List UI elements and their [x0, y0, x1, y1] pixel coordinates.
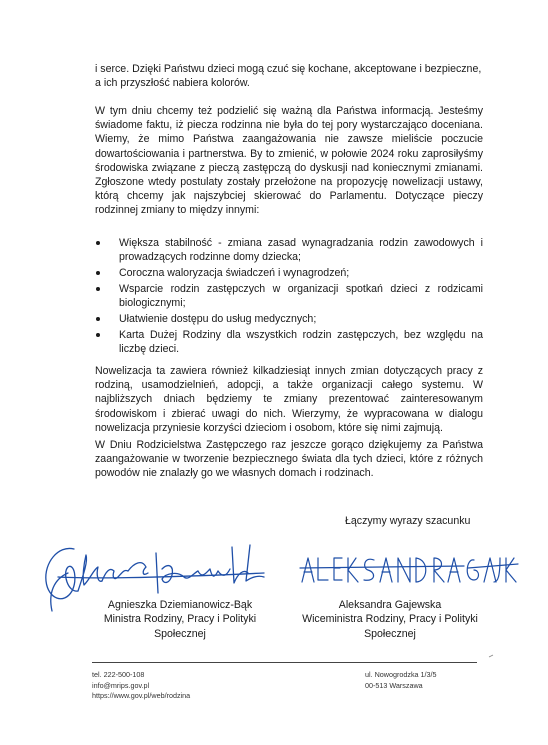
- footer-website[interactable]: https://www.gov.pl/web/rodzina: [92, 691, 191, 701]
- signer-2-title-line1: Wiceministra Rodziny, Pracy i Polityki: [302, 613, 478, 626]
- footer-phone: tel. 222-500-108: [92, 670, 145, 679]
- paragraph-amendment: Nowelizacja ta zawiera również kilkadziesiąt innych zmian dotyczących pracy z rodziną, usamodzielnień, adopcji, a także organizacji całego systemu. W najbliższych dniach będziemy te zmiany prezentować zainteresowanym środowiskom i zbierać uwagi do nich. Wierzymy, że wypracowana w dialogu nowelizacja przyniesie korzyści dzieciom i osobom, które się nimi zajmują.: [95, 365, 483, 434]
- footer-email[interactable]: info@mrips.gov.pl: [92, 680, 150, 690]
- paragraph-information: W tym dniu chcemy też podzielić się ważną dla Państwa informacją. Jesteśmy świadome faktu, iż piecza rodzinna nie była do tej pory wystarczająco doceniana. Wiemy, że mimo Państwa zaangażowania nie zawsze mieliście poczucie dowartościowania i partnerstwa. By to zmienić, w połowie 2024 roku zaprosiłyśmy środowiska związane z pieczą zastępczą do dyskusji nad koniecznymi zmianami. Zgłoszone wtedy postulaty zostały przełożone na propozycję nowelizacji ustawy, którą chcemy jak najszybciej skierować do Parlamentu. Dotyczące pieczy rodzinnej zmiany to między innymi:: [95, 105, 483, 217]
- signer-1-name: Agnieszka Dziemianowicz-Bąk: [107, 599, 253, 611]
- scan-mark: [488, 654, 494, 658]
- list-item: Ułatwienie dostępu do usług medycznych;: [95, 312, 483, 326]
- closing-salutation: Łączymy wyrazy szacunku: [345, 515, 471, 527]
- footer-address: [365, 670, 437, 691]
- list-item: Większa stabilność - zmiana zasad wynagradzania rodzin zawodowych i prowadzących rodzinne domy dziecka;: [95, 236, 483, 264]
- paragraph-intro-continuation: i serce. Dzięki Państwu dzieci mogą czuć się kochane, akceptowane i bezpieczne, a ich przyszłość nabiera kolorów.: [95, 63, 482, 90]
- list-item: Karta Dużej Rodziny dla wszystkich rodzin zastępczych, bez względu na liczbę dzieci.: [95, 328, 483, 356]
- signer-2-name: Aleksandra Gajewska: [338, 599, 442, 611]
- footer-divider: [92, 662, 477, 663]
- signer-1-block: [92, 598, 268, 641]
- signer-2-block: [290, 598, 490, 641]
- footer-address-line1: ul. Nowogrodzka 1/3/5: [365, 670, 437, 679]
- list-item: Wsparcie rodzin zastępczych w organizacji spotkań dzieci z rodzicami biologicznymi;: [95, 282, 483, 310]
- footer-address-line2: 00-513 Warszawa: [365, 680, 423, 690]
- list-item: Coroczna waloryzacja świadczeń i wynagrodzeń;: [95, 266, 483, 280]
- signer-2-title-line2: Społecznej: [364, 627, 416, 640]
- changes-list: [95, 236, 483, 358]
- footer-contact: [92, 670, 190, 702]
- signer-1-title-line1: Ministra Rodziny, Pracy i Polityki: [103, 613, 257, 626]
- paragraph-thanks: W Dniu Rodzicielstwa Zastępczego raz jeszcze gorąco dziękujemy za Państwa zaangażowanie w tworzenie bezpiecznego świata dla tych dzieci, które z różnych powodów nie znalazły go we własnych domach i rodzinach.: [95, 439, 483, 480]
- signature-2-image: [298, 552, 520, 588]
- signer-1-title-line2: Społecznej: [154, 627, 206, 640]
